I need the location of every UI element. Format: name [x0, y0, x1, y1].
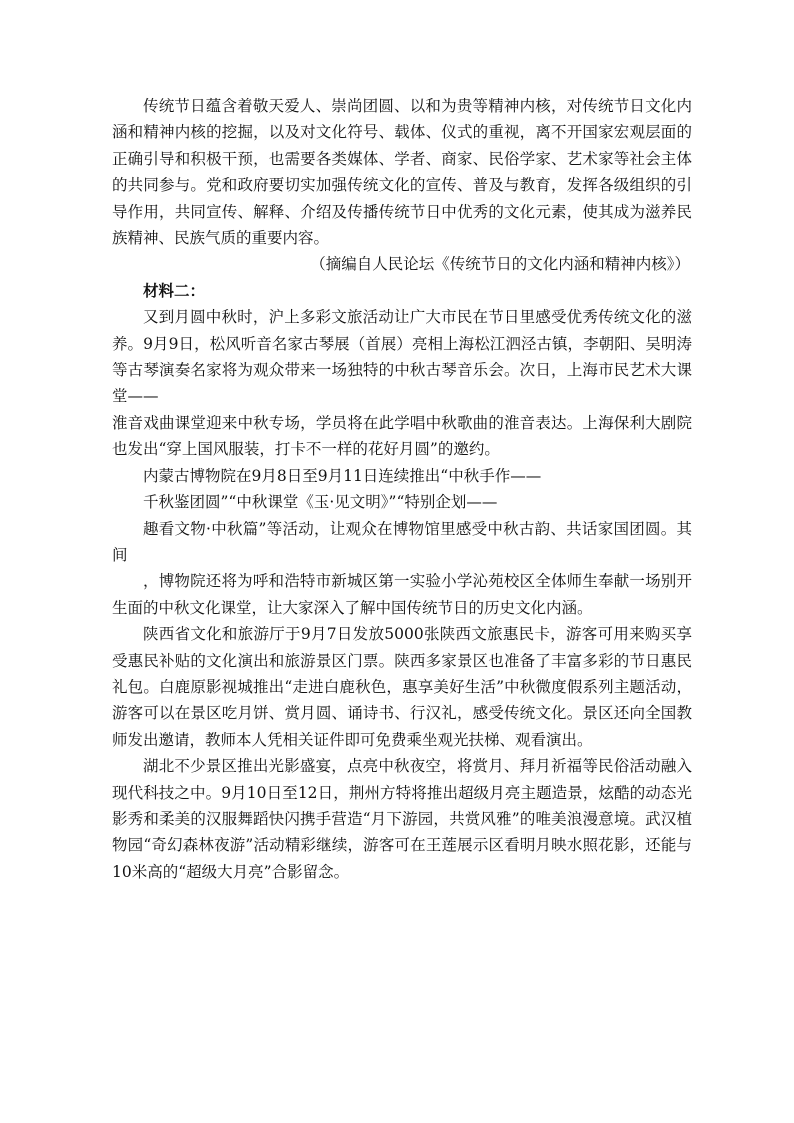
material1-source: （摘编自人民论坛《传统节日的文化内涵和精神内核》）	[310, 255, 690, 274]
material2-paragraph-1	[112, 304, 692, 462]
paragraph-2-part-b: 千秋鉴团圆”“中秋课堂《玉·见文明》”“特别企划——	[143, 493, 498, 512]
paragraph-1-part-a: 又到月圆中秋时，沪上多彩文旅活动让广大市民在节日里感受优秀传统文化的滋养。9月9日，松风听音名家古琴展（首展）亮相上海松江泗泾古镇，李朝阳、吴明涛等古琴演奏名家将为观众带来一场独特的中秋古琴音乐会。次日，上海市民艺术大课堂——	[112, 308, 692, 406]
paragraph-1-part-b: 淮音戏曲课堂迎来中秋专场，学员将在此学唱中秋歌曲的淮音表达。上海保利大剧院也发出“穿上国风服装，打卡不一样的花好月圆”的邀约。	[112, 413, 692, 459]
material2-paragraph-3: 陕西省文化和旅游厅于9月7日发放5000张陕西文旅惠民卡，游客可用来购买享受惠民补贴的文化演出和旅游景区门票。陕西多家景区也准备了丰富多彩的节日惠民礼包。白鹿原影视城推出“走进白鹿秋色，惠享美好生活”中秋微度假系列主题活动，游客可以在景区吃月饼、赏月圆、诵诗书、行汉礼，感受传统文化。景区还向全国教师发出邀请，教师本人凭相关证件即可免费乘坐观光扶梯、观看演出。	[112, 625, 692, 749]
material1-paragraph: 传统节日蕴含着敬天爱人、崇尚团圆、以和为贵等精神内核，对传统节日文化内涵和精神内核的挖掘，以及对文化符号、载体、仪式的重视，离不开国家宏观层面的正确引导和积极干预，也需要各类媒体、学者、商家、民俗学家、艺术家等社会主体的共同参与。党和政府要切实加强传统文化的宣传、普及与教育，发挥各级组织的引导作用，共同宣传、解释、介绍及传播传统节日中优秀的文化元素，使其成为滋养民族精神、民族气质的重要内容。	[112, 97, 692, 248]
material2-paragraph-4: 湖北不少景区推出光影盛宴，点亮中秋夜空，将赏月、拜月祈福等民俗活动融入现代科技之中。9月10日至12日，荆州方特将推出超级月亮主题造景，炫酷的动态光影秀和柔美的汉服舞蹈快闪携手营造“月下游园，共赏风雅”的唯美浪漫意境。武汉植物园“奇幻森林夜游”活动精彩继续，游客可在王莲展示区看明月映水照花影，还能与10米高的“超级大月亮”合影留念。	[112, 757, 692, 881]
material2-heading: 材料二：	[143, 280, 206, 300]
paragraph-2-part-d: ，博物院还将为呼和浩特市新城区第一实验小学沁苑校区全体师生奉献一场别开生面的中秋文化课堂，让大家深入了解中国传统节日的历史文化内涵。	[112, 572, 692, 617]
document-page	[112, 93, 692, 885]
paragraph-2-part-c: 趣看文物·中秋篇”等活动，让观众在博物馆里感受中秋古韵、共话家国团圆。其间	[112, 519, 692, 564]
material2-paragraph-2	[112, 463, 692, 621]
paragraph-2-part-a: 内蒙古博物院在9月8日至9月11日连续推出“中秋手作——	[143, 466, 542, 485]
